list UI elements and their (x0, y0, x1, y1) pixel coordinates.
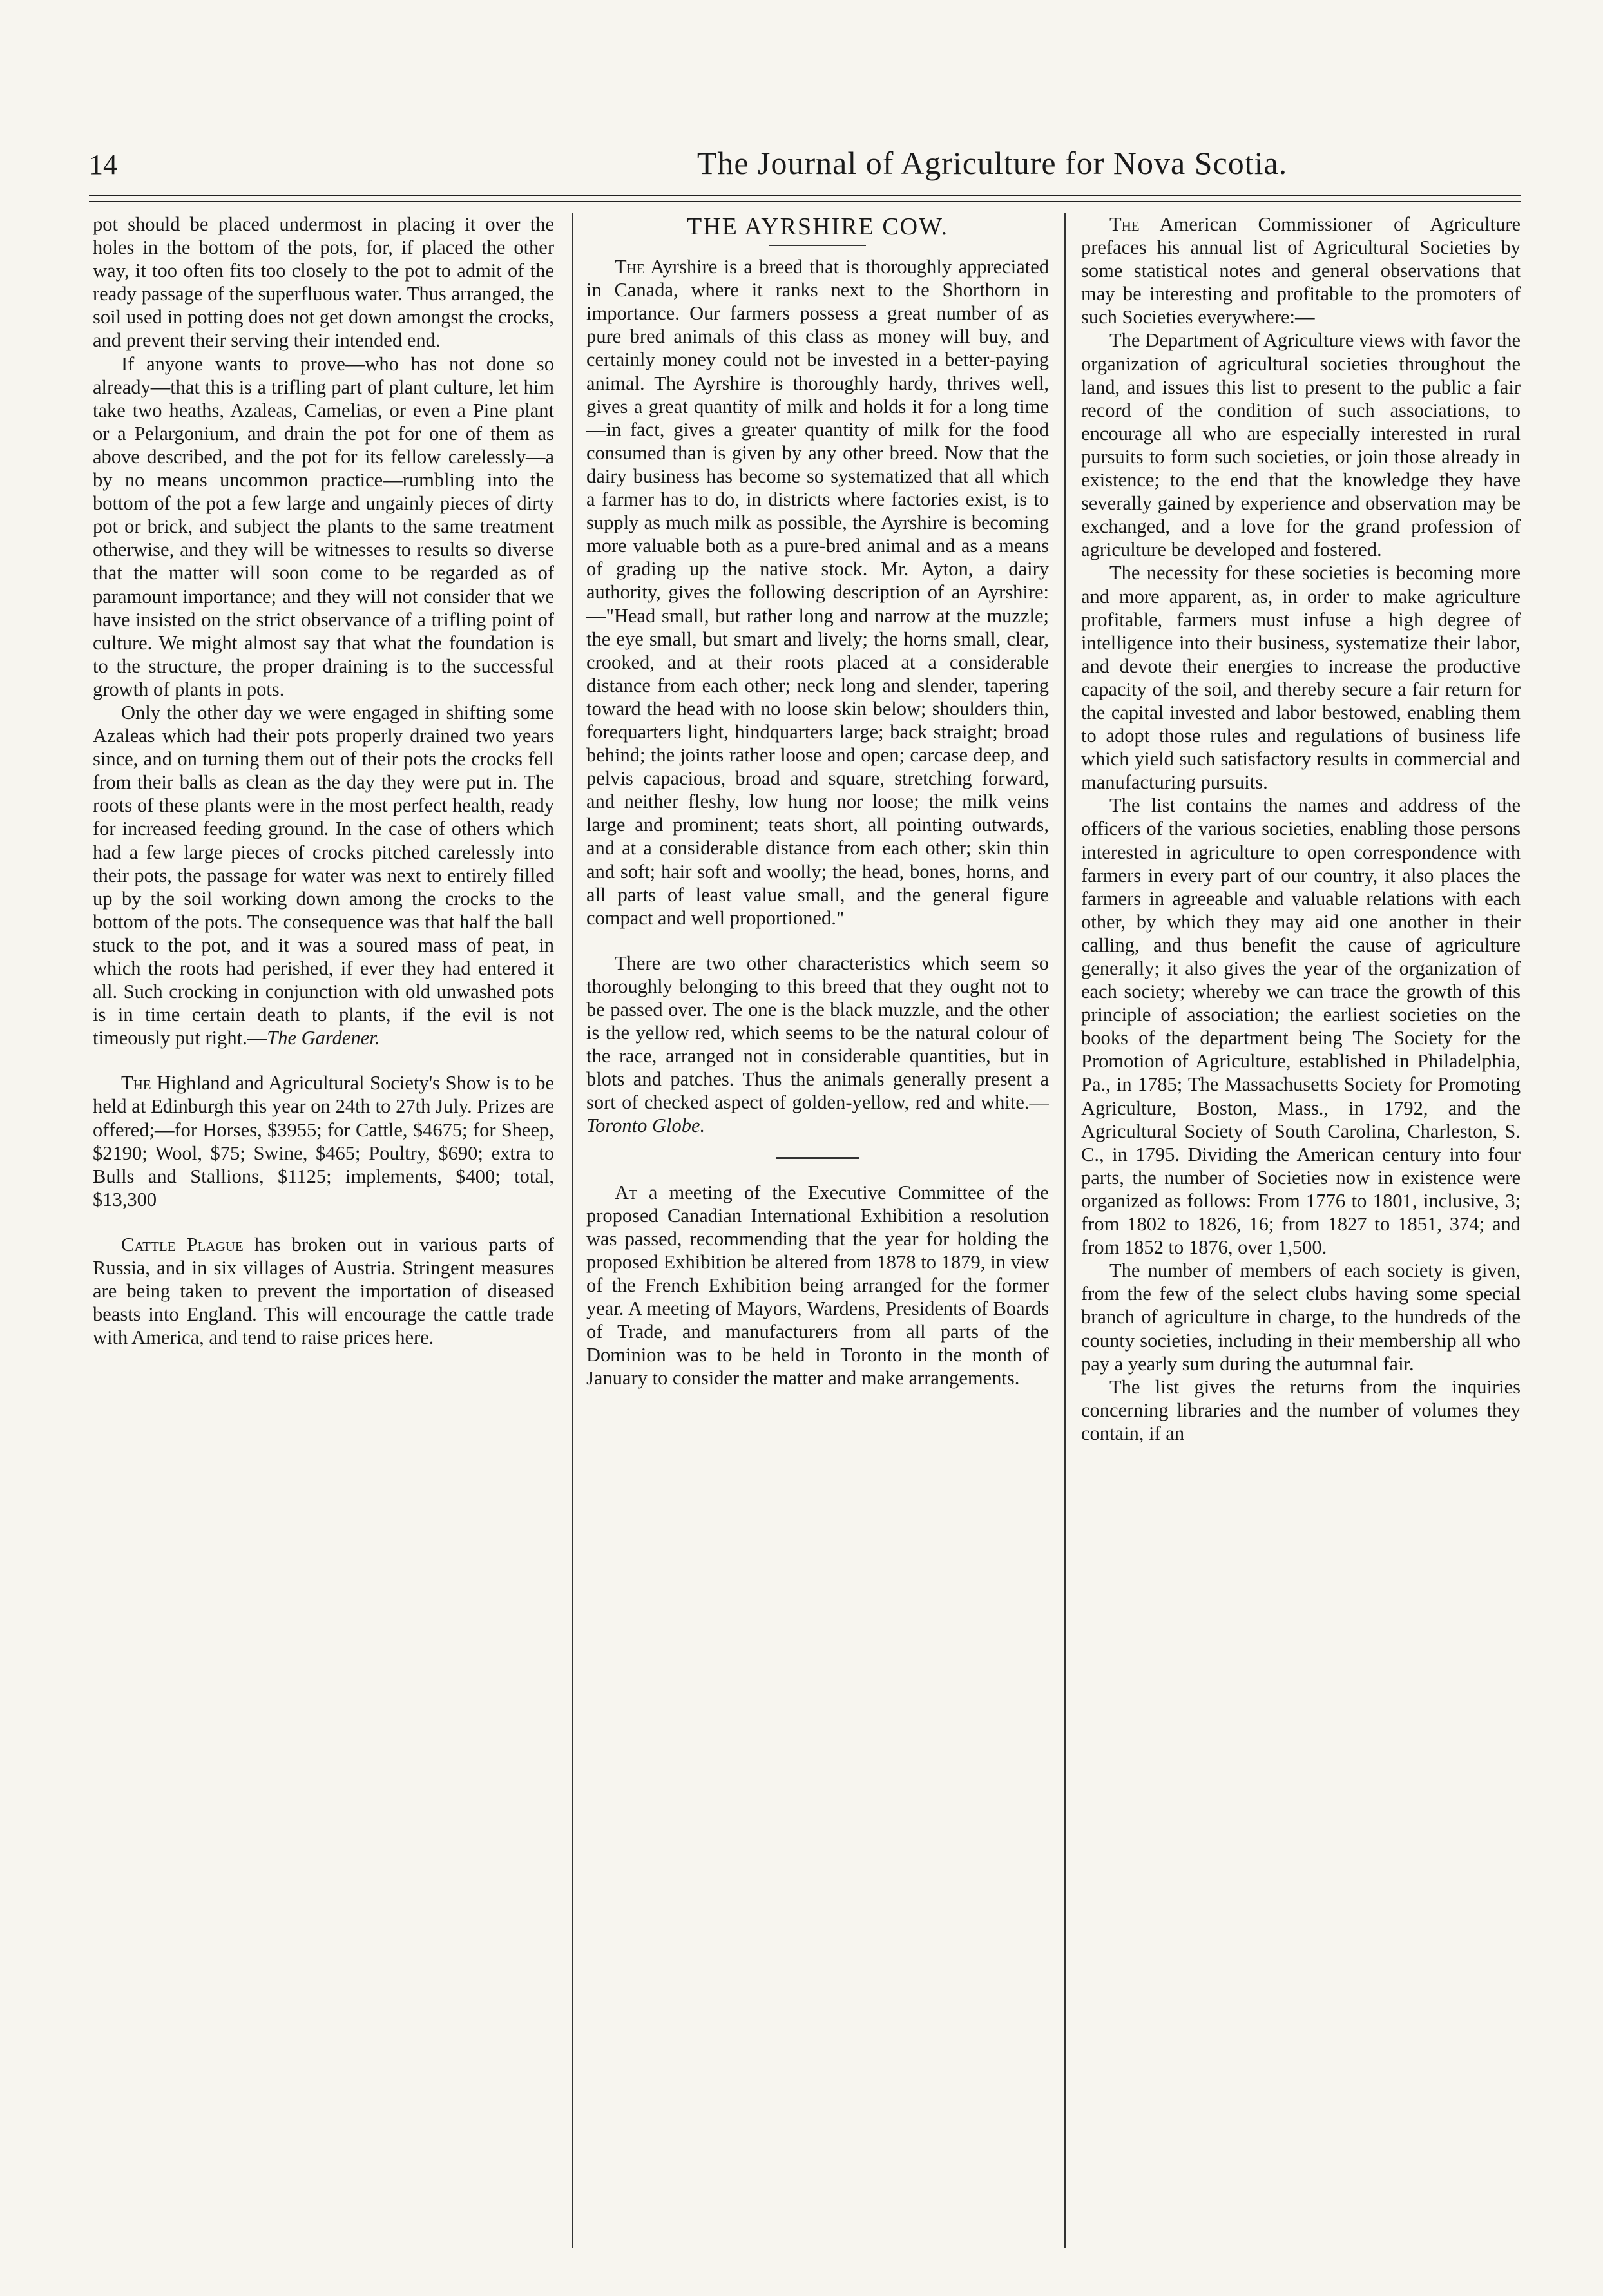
page-number: 14 (89, 149, 117, 180)
header-rule-bottom (89, 201, 1521, 202)
section-gap (586, 930, 1049, 952)
header-rule-top (89, 195, 1521, 196)
column-divider (572, 213, 573, 2248)
column-3 (1081, 213, 1521, 2268)
lead-word: The (121, 1072, 151, 1095)
article-paragraph (1081, 213, 1521, 329)
news-item-highland-show (93, 1071, 554, 1211)
paragraph-text: a meeting of the Executive Committee of the proposed Canadian International Exhibition a resolution was passed, recommending that the year for holding the proposed Exhibition be altered from 1878 to 1879, in view of the French Exhibition being arranged for the former year. A meeting of Mayors, Wardens, Presidents of Boards of Trade, and manufacturers from all parts of the Dominion was to be held in Toronto in the month of January to consider the matter and make arrangements. (586, 1181, 1049, 1390)
news-item-exhibition (586, 1181, 1049, 1390)
section-gap (93, 1049, 554, 1071)
article-paragraph: The necessity for these societies is becoming more and more apparent, as, in order to make agriculture profitable, farmers must infuse a high degree of intelligence into their business, systematize their labor, and devote their energies to increase the productive capacity of the soil, and thereby secure a fair return for the capital invested and labor bestowed, enabling them to adopt those rules and regulations of business life which yield such satisfactory results in commercial and manufacturing pursuits. (1081, 562, 1521, 794)
article-paragraph (93, 701, 554, 1049)
running-title: The Journal of Agriculture for Nova Scotia. (696, 145, 1288, 181)
article-paragraph: The list gives the returns from the inquiries concerning libraries and the number of volumes they contain, if an (1081, 1375, 1521, 1444)
column-divider (1064, 213, 1066, 2248)
paragraph-text: Ayrshire is a breed that is thoroughly appreciated in Canada, where it ranks next to the Shorthorn in importance. Our farmers possess a great number of as pure bred animals of this class as money will buy, and certainly money could not be invested in a better-paying animal. The Ayrshire is thoroughly hardy, thrives well, gives a great quantity of milk and holds it for a long time—in fact, gives a greater quantity of milk for the food consumed than is given by any other breed. Now that the dairy business has become so systematized that all which a farmer has to do, in districts where factories exist, is to supply as much milk as possible, the Ayrshire is becoming more valuable both as a pure-bred animal and as a means of grading up the native stock. Mr. Ayton, a dairy authority, gives the following description of an Ayrshire:—"Head small, but rather long and narrow at the muzzle; the eye small, but smart and lively; the horns small, clear, crooked, and at their roots placed at a considerable distance from each other; neck long and slender, tapering toward the head with no loose skin below; shoulders thin, forequarters light, hindquarters large; back straight; broad behind; the joints rather loose and open; carcase deep, and pelvis capacious, broad and square, stretching forward, and neither fleshy, low hung nor loose; the milk veins large and prominent; teats short, all pointing outwards, and at a considerable distance from each other; skin thin and soft; hair soft and woolly; the head, bones, horns, and all parts of least value small, and the general figure compact and well proportioned." (586, 256, 1049, 929)
news-item-cattle-plague (93, 1233, 554, 1349)
article-paragraph: If anyone wants to prove—who has not done so already—that this is a trifling part of plant culture, let him take two heaths, Azaleas, Camelias, or even a Pine plant or a Pelargonium, and drain the pot for one of them as above described, and the pot for its fellow carelessly—a by no means uncommon practice—rumbling into the bottom of the pot a few large and ungainly pieces of dirty pot or brick, and subject the plants to the same treatment otherwise, and they will be witnesses to results so diverse that the matter will soon come to be regarded as of paramount importance; and they will not consider that we have insisted on the strict observance of a trifling point of culture. We might almost say that what the foundation is to the structure, the proper draining is to the successful growth of plants in pots. (93, 352, 554, 700)
lead-word: The (1109, 213, 1140, 235)
source-credit: The Gardener. (267, 1027, 380, 1049)
heading-rule (769, 245, 866, 246)
lead-word: At (615, 1181, 637, 1203)
article-paragraph (586, 255, 1049, 930)
section-rule (776, 1157, 859, 1159)
article-paragraph: pot should be placed undermost in placing it over the holes in the bottom of the pots, for, if placed the other way, it too often fits too closely to the pot to admit of the ready passage of the superfluous water. Thus arranged, the soil used in potting does not get down amongst the crocks, and prevent their serving their intended end. (93, 213, 554, 352)
column-1 (93, 213, 554, 2268)
paragraph-text: Only the other day we were engaged in shifting some Azaleas which had their pots properly drained two years since, and on turning them out of their pots the crocks fell from their balls as clean as the day they were put in. The roots of these plants were in the most perfect health, ready for increased feeding ground. In the case of others which had a few large pieces of crocks pitched carelessly into their pots, the passage for water was next to entirely filled up by the soil working down among the crocks to the bottom of the pots. The consequence was that half the ball stuck to the pot, and it was a soured mass of peat, in which the roots had perished, if ever they had entered it all. Such crocking in conjunction with old unwashed pots is in time certain death to plants, if the evil is not timeously put right.— (93, 701, 554, 1049)
article-heading: THE AYRSHIRE COW. (687, 213, 948, 240)
paragraph-text: Highland and Agricultural Society's Show is to be held at Edinburgh this year on 24th to 27th July. Prizes are offered;—for Horses, $3955; for Cattle, $4675; for Sheep, $2190; Wool, $75; Swine, $465; Poultry, $690; extra to Bulls and Stallions, $1125; implements, $400; total, $13,300 (93, 1072, 554, 1210)
column-2 (586, 213, 1049, 2268)
article-paragraph: The number of members of each society is given, from the few of the select clubs having some special branch of agriculture in charge, to the hundreds of the county societies, including in their membership all who pay a yearly sum during the autumnal fair. (1081, 1259, 1521, 1375)
article-paragraph (586, 952, 1049, 1138)
paragraph-text: has broken out in various parts of Russia, and in six villages of Austria. Stringent measures are being taken to prevent the importation of diseased beasts into England. This will encourage the cattle trade with America, and tend to raise prices here. (93, 1233, 554, 1349)
source-credit: Toronto Globe. (586, 1115, 706, 1137)
lead-word: The (615, 256, 645, 278)
paragraph-text: American Commissioner of Agriculture prefaces his annual list of Agricultural Societies by some statistical notes and general observations that may be interesting and profitable to the promoters of such Societies everywhere:— (1081, 213, 1521, 329)
lead-word: Cattle Plague (121, 1233, 244, 1256)
paragraph-text: There are two other characteristics which seem so thoroughly belonging to this breed that they ought not to be passed over. The one is the black muzzle, and the other is the yellow red, which seems to be the natural colour of the race, arranged not in considerable quantities, but in blots and patches. Thus the animals generally present a sort of checked aspect of golden-yellow, red and white.— (586, 952, 1049, 1114)
article-paragraph: The Department of Agriculture views with favor the organization of agricultural societies throughout the land, and issues this list to present to the public a fair record of the condition of such associations, to encourage all who are especially interested in rural pursuits to form such societies, or join those already in existence; to the end that the knowledge they have severally gained by experience and observation may be exchanged, and a love for the grand profession of agriculture be developed and fostered. (1081, 329, 1521, 561)
section-gap (93, 1211, 554, 1233)
article-paragraph: The list contains the names and address of the officers of the various societies, enabling those persons interested in agriculture to open correspondence with farmers in every part of our country, it also places the farmers in agreeable and valuable relations with each other, by which they may aid one another in their calling, and thus benefit the cause of agriculture generally; it also gives the year of the organization of each society; whereby we can trace the growth of this principle of association; the earliest societies on the books of the department being The Society for the Promotion of Agriculture, established in Philadelphia, Pa., in 1785; The Massachusetts Society for Promoting Agriculture, Boston, Mass., in 1792, and the Agricultural Society of South Carolina, Charleston, S. C., in 1795. Dividing the American century into four parts, the number of Societies now in existence were organized as follows: From 1776 to 1801, inclusive, 3; from 1802 to 1826, 16; from 1827 to 1851, 374; and from 1852 to 1876, over 1,500. (1081, 794, 1521, 1259)
